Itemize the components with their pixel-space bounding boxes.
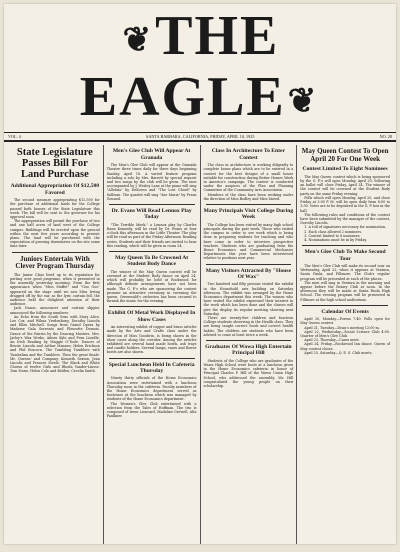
rule-item: 4. Nominations must be in by Friday. [304,237,367,242]
divider [109,204,195,205]
headline-glee-club-tour: Men's Glee Club To Make Second Tour [304,249,386,262]
calendar-entry: April 22, Wednesday—Social Science Club 4:00. Quarter of Men's Glee Club. [300,329,390,338]
article-paragraph: The second measure appropriating $12,500 for the purchase of additional lands for the College passed both houses of the State Legislature this week. The bill will be sent to the governor for his approval soon. [10,198,100,219]
divider [206,340,292,341]
rule-item: 2. Each class allowed 2 nominees. [304,229,363,234]
headline-architecture: Class In Architecture To Enter Contest [211,148,285,161]
headline-wawa-graduates: Graduates Of Wawa High Entertain Principal Hill [205,344,292,357]
headline-may-queen-crowned: May Queen To Be Crowned At Student Body Dance [115,254,189,268]
place-and-date: SANTA BARBARA, CALIFORNIA, FRIDAY, APRIL 10, 1925 [146,134,255,140]
rule-item: 3. Contest limited to 8 nominees. [304,233,361,238]
column-1 [7,145,104,544]
divider [109,306,195,307]
headline-lennox-play: Dr. Evans Will Read Lennox Play Today [111,207,192,221]
headline-house-of-wax: Many Visitors Attracted By "House Of Wax" [205,267,291,280]
headline-principals: Many Principals Visit College During Week [203,207,294,221]
article-paragraph: The Men's Glee Club will appear at the Granada Theater three times daily for three days beginning Sunday, April 18. A varied feature program including a solo by Mrs. Barrett by special request and two songs by the club will be given. The men accompanied by J. Wesley Lane at the piano will sing "Alleluia" by DeKoven and "The Lost Chord" by Sullivan. The quartet will sing "Ave Maria" by Franz Gounod. [106,163,197,201]
subhead-nominees: Contest Limited To Eight Nominees [302,166,388,173]
volume-number: VOL. 4 [8,134,21,140]
rule-item: 1. A roll of signatures necessary for nomination. [304,225,387,230]
article-paragraph: The appropriation will permit the purchase of two and one half acres of land west of the College campus. Buildings will be erected upon the ground within the next few years according to present plans. The land will be purchased with the expectation of growing dormitories on the site some time later. [10,219,100,249]
article-paragraph: There are twenty-five children and fourteen College students observing in the Health class. They are being taught correct foods and correct health habits. The children are students who have been advised to come at least twice a week. [203,316,294,337]
article-columns [4,142,396,544]
article-paragraph: The winner of the May Queen contest will be crowned at the Student Body dance on April 24, which will probably be held at Rockwood for although definite arrangements have not been made. The G. P.'s who are sponsoring the contest promise an attractive ceremony in crowning the queen. Greenwald's orchestra has been secured to furnish the music for the evening. [106,269,197,304]
article-paragraph: The men will sing in Ventura in the morning and appear before the Rotary Club at noon. In the afternoon they will be made at Santa Paula High School. The evening program will be presented in Fillmore at the high school auditorium. [300,280,390,302]
calendar-entry: April 23, Thursday—Cases meet. [304,338,360,343]
article-paragraph: "The Terrible Meek," a Lennox play by Charles Rann Kennedy, will be read by Dr. Evans at four o'clock this afternoon in the Little Theater. The play will be read as part of the Friday Afternoon Reading series. Students and their friends are invited to hear this reading, which will be given in room 24. [106,222,197,248]
headline-metal-work: Exhibit Of Metal Work Displayed In Show Cases [107,310,196,323]
article-paragraph: The class in architecture is working diligently to complete house plans which are to be entered in a contest for the best designs of a small house suitable for construction during Better Homes Week in America's campaign. The contest is conducted under the auspices of the Plan and Planning Committee of the Community Arts Association. [203,163,294,193]
divider [302,245,388,246]
article-paragraph: The Junior Class lived up to its reputation for putting over good programs, when it presented in the assembly yesterday morning. From the first appearance when "Miss Muffet" and "Goo Goo" appeared on the stage until we saw Miss Irving dragged off by the ear, as the lyric curtain fell, the audience held the delighted attention of their audience. [10,272,100,307]
article-paragraph: Students of the College who are graduates of the Wawa High School were hosts at a luncheon given in the Home Economics cafeteria in honor of Principal Charles F. Hill of the Wawa Union High School, who addressed the assembly. Mr. Hill congratulated the young people on their scholarship. [203,358,294,389]
headline-calendar: Calendar Of Events [321,308,369,315]
article-paragraph: The Men's Glee Club will make its second tour on Wednesday, April 22, when it appears at Ventura, Santa Paula, and Fillmore. The Club's regular program will be presented at each of the places. [300,263,390,281]
headline-juniors: Juniors Entertain With Clever Program Thursday [15,254,95,271]
headline-may-queen-contest: May Queen Contest To Open April 20 For One Week [301,147,389,163]
masthead [4,5,396,130]
article-paragraph: An interesting exhibit of copper and brass articles made by the Arts and Crafts class under the direction of Miss Goodwin, is being shown in the show cases along the corridor. Among the articles exhibited are several hand made bowls, ash trays and candle holders. Several lamps, vases and flower bowls are also shown. [106,325,197,355]
divider [109,358,195,359]
divider [206,264,292,265]
article-paragraph: The May Queen contest which is being sponsored by the G. P.'s will open Monday, April 20, following an ballot will close Friday, April 24. The winner of the contest will be crowned at the Student Body party on the same Friday evening. [300,174,390,196]
divider [206,204,292,205]
column-2 [104,145,201,544]
divider [302,305,388,306]
calendar-entry: April 24, Friday—Rockwood Inn dance. Queen of May contest closes. [300,342,390,351]
column-4 [297,145,393,544]
article-paragraph: Members of the class have been working under the direction of Miss Bodley and Miss Sneed. [203,192,294,201]
divider [12,252,98,253]
column-3 [201,145,298,544]
dateline-bar [4,132,396,142]
calendar-entry: April 25, Saturday—Q. E. S. Club meets. [304,350,373,355]
article-paragraph: The Women's Glee Club entertained with a selection from the Tales of Hoffman. The trio is composed of Irene Lionvard, Madaline Grewell, Alta Faulkner. [106,401,197,419]
divider [109,251,195,252]
eagle-left-emblem-icon: ❦ [122,22,154,60]
headline-glee-club-granada: Men's Glee Club Will Appear At Granada [112,148,191,161]
headline-legislature: State Legislature Passes Bill For Land Purchase [16,147,93,181]
eagle-right-emblem-icon: ❦ [287,83,319,121]
article-paragraph: Two hundred and fifty persons visited the exhibit in the Household arts building on Saturday afternoon. The exhibit was arranged by the Home Economics department this week. The women who have visited the exhibit expressed their interest in the work which has been done and the classes will give the display its regular meeting showing next Saturday. [203,282,294,316]
article-paragraph: The College has been visited by many high school principals during the past week. Those who visited the campus in order to see work which is being done in preparing students for teaching and who have come in order to interview prospective teachers. Students who are graduating from the Home Economics and Commercial Mechanics Departments this year have been interviewed relative to positions next year. [203,222,294,261]
calendar-entry: April 20, Monday—Forum 7:40. Polls open for May Queen contest. [300,317,390,326]
newspaper-page [4,4,396,544]
article-paragraph: The following rules and conditions of the contest have been submitted by the manager of the contest, Dorothy Lincoln. [300,212,390,226]
calendar-entry: April 21, Tuesday—Dean's meeting 12:00 m. [304,325,380,330]
subhead-appropriation: Additional Appropriation Of $12,500 Favored [10,183,100,196]
article-paragraph: An Echo from the South Seas with Mary Alice, Lee Cox, and Wilma Vredenburg, Dorothy Lincoln and Ellen Mitchell. Songs from Grand Opera by Madame Gala Sorrento and Fleurette Dumois. Dance of the Fairies by the Dancing Masters. Mrs. Jarley's Wax Works, Aileen Kyle and Fern Linville. An Irish Reading by Maggie O'Toole. Dances of Bessie Lincoln and Arthur Mannes; Helen Erickson and Phil Boscorn. The Tumbling Tumblers with Tumbelina and the Tumblers. Then the great finale: Mr. Queens' and Company, Kenneth Sexton, Jean Lincoln and Frances Steele. The Black and White Chorus of twelve Girls and Rhoda Vander-Linsse. Tom Stone, Helen Cole and Belden, Cecelia Smith. [10,314,100,374]
masthead-title: THE EAGLE [79,5,286,129]
headline-luncheon: Special Luncheon Held In Cafeteria Thursday [108,361,195,375]
article-paragraph: Ninety thirty officials of the Home Economics Association were entertained with a luncheon Thursday noon in the cafeteria. Faculty members of the Home Economics department served as hostesses at the luncheon which was managed by students of the Home Economics department. [106,376,197,402]
issue-number: NO. 28 [379,134,392,140]
article-paragraph: Jack Nason, announcer and curtain slipper, announced the following numbers: [10,306,100,315]
article-paragraph: Polls which will open Monday, April 20, and close Friday at 3:00 P. M. will be open daily from 8:00 to 3:30. Votes are to be deposited in the G. P. box in the hall. [300,195,390,213]
